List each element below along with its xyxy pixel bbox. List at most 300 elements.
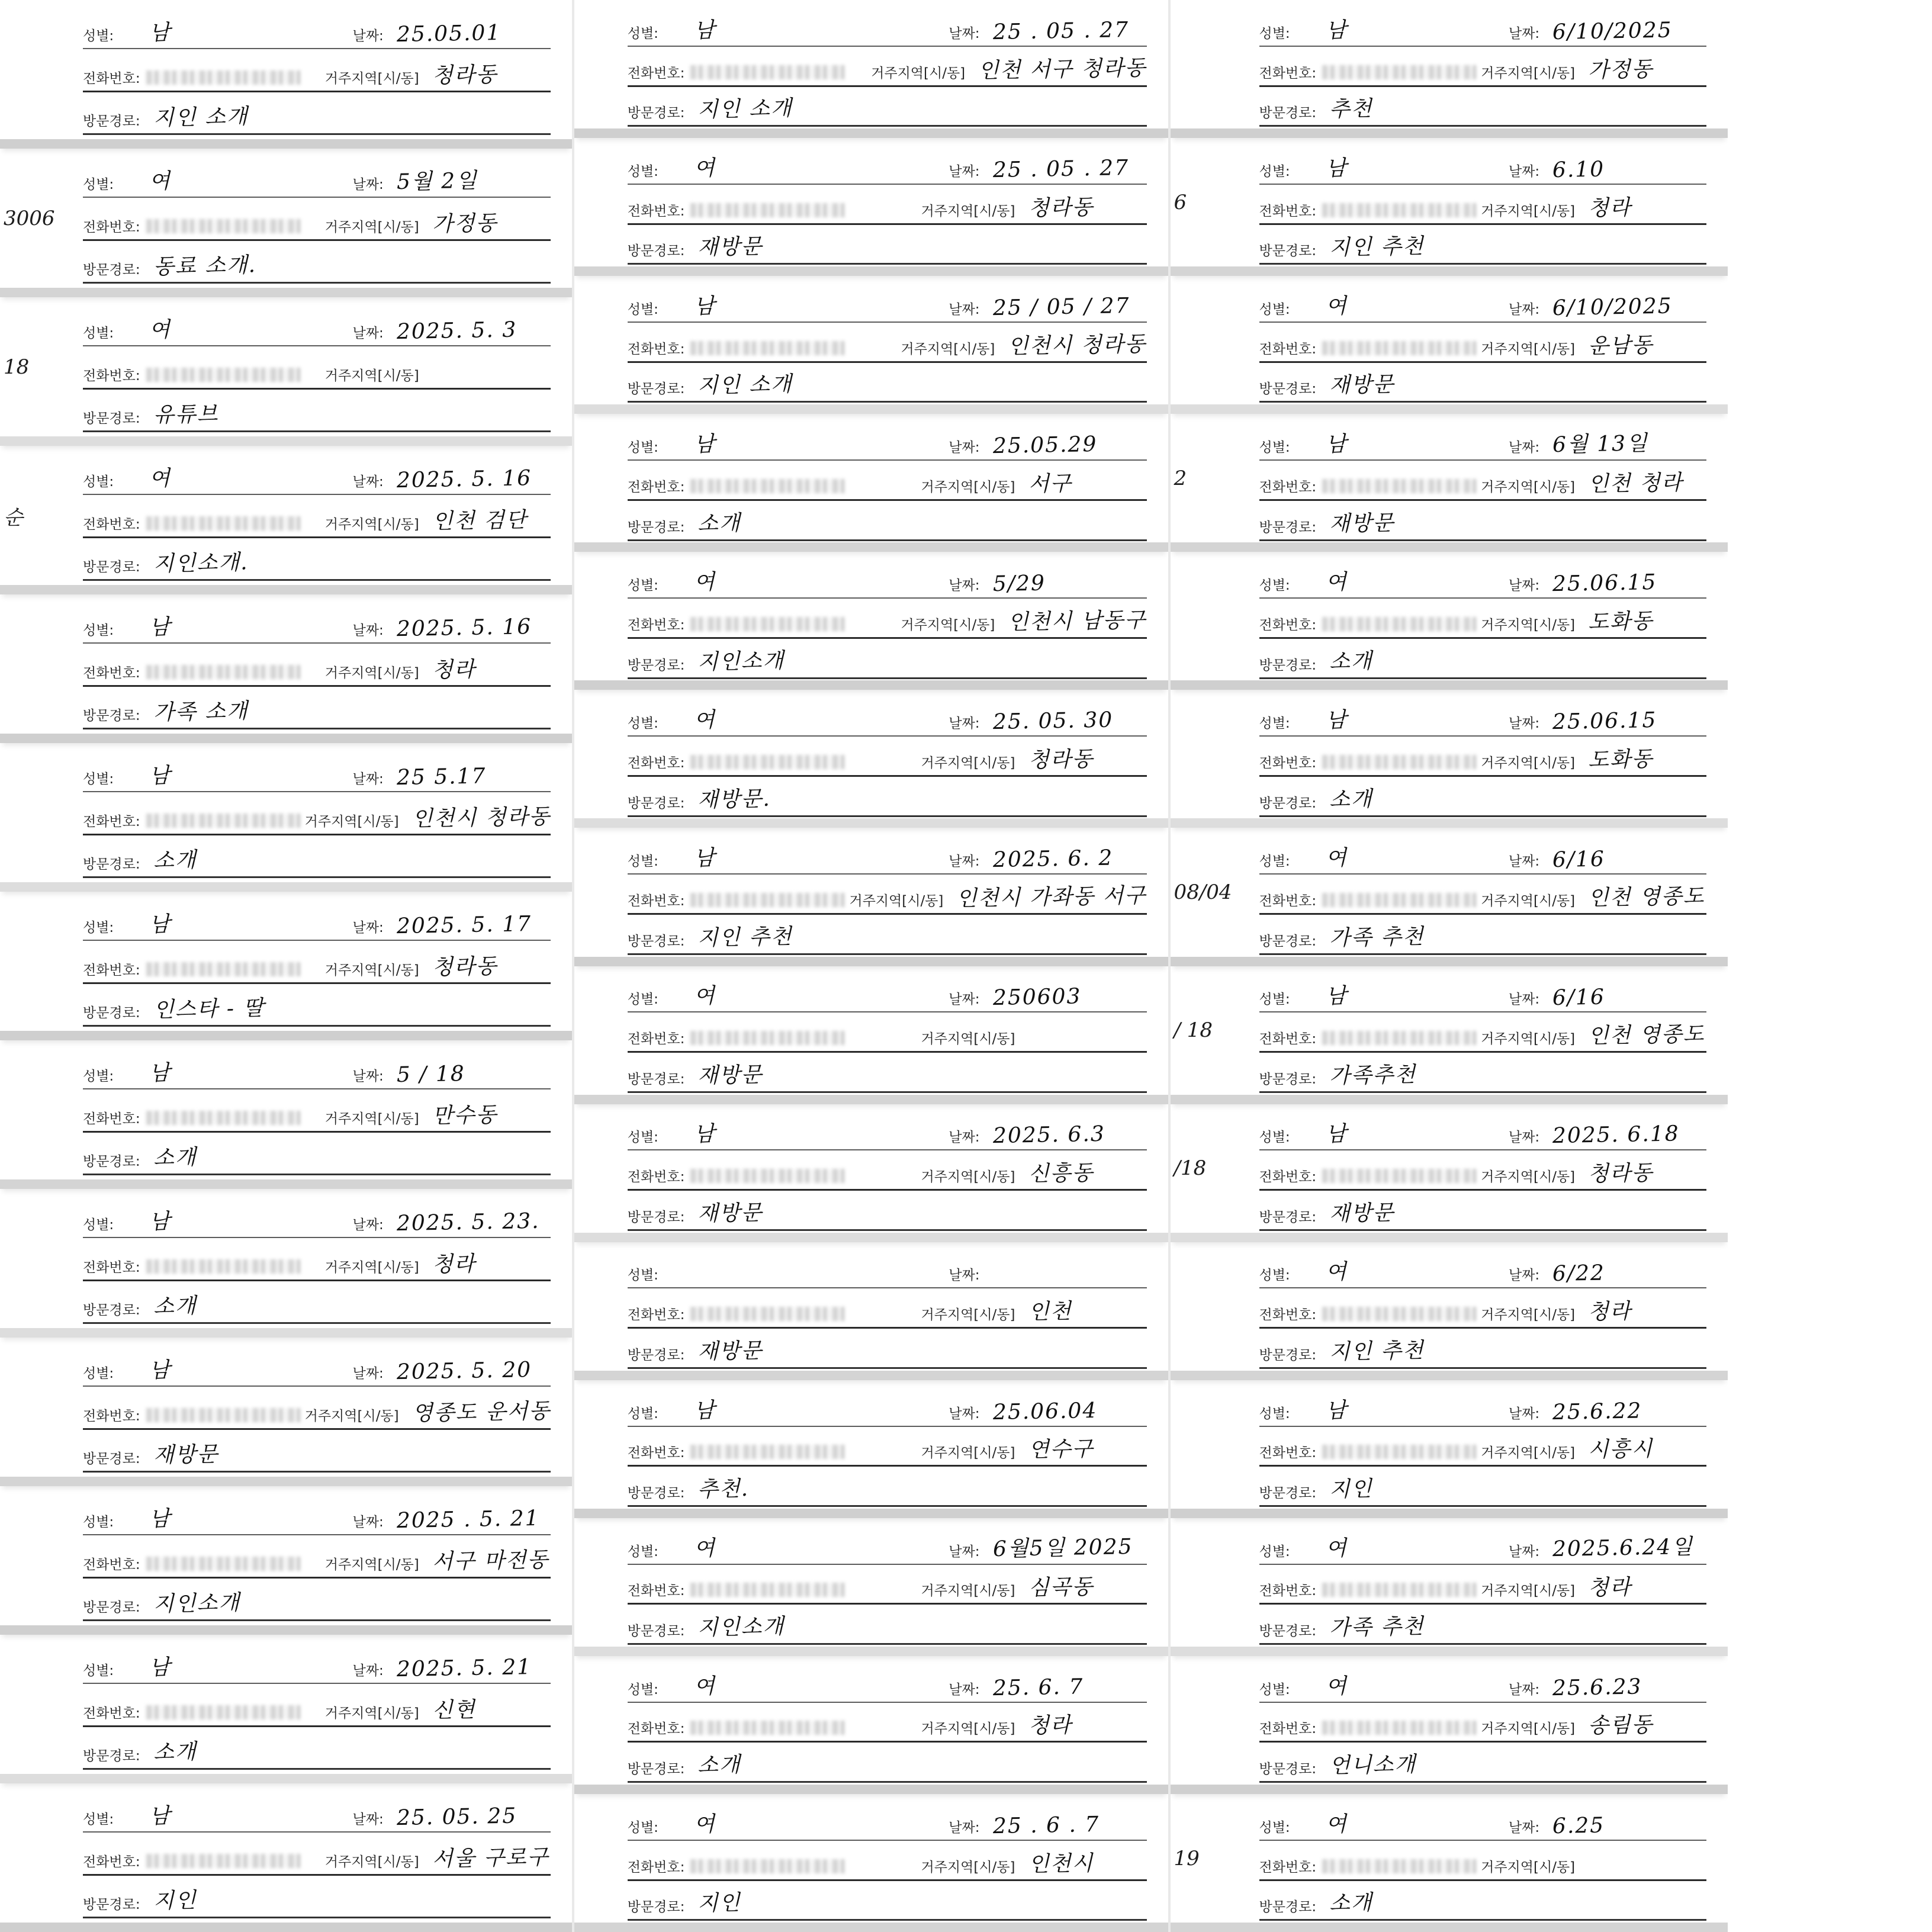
route-row (628, 917, 1147, 955)
visitor-entry-card (574, 828, 1168, 966)
phone-label: 전화번호: (1259, 1859, 1317, 1875)
region-field (921, 1156, 1146, 1189)
phone-label: 전화번호: (627, 755, 685, 771)
region-value: 도화동 (1587, 747, 1654, 773)
gender-value: 남 (693, 432, 716, 457)
redacted-phone-number (690, 1859, 844, 1873)
date-value: 2025. 5. 16 (396, 466, 532, 493)
region-value: 영종도 운서동 (412, 1399, 551, 1426)
route-label: 방문경로: (83, 1153, 140, 1169)
region-label: 거주지역[시/동] (1481, 1031, 1576, 1047)
visitor-log-column-3 (1168, 0, 1728, 1932)
date-value: 2025. 5. 23. (396, 1209, 540, 1236)
gender-value (658, 1284, 812, 1289)
gender-date-row (1259, 1251, 1707, 1288)
region-value: 인천시 청라동 (1008, 332, 1147, 359)
gender-value: 남 (149, 1804, 172, 1829)
region-value (1015, 1047, 1146, 1052)
region-value: 송림동 (1587, 1713, 1654, 1739)
gender-value: 남 (1325, 983, 1348, 1009)
phone-label: 전화번호: (1259, 893, 1317, 909)
region-value: 청라 (1587, 195, 1632, 221)
route-row (628, 1882, 1147, 1921)
region-label: 거주지역[시/동] (324, 1111, 419, 1127)
date-field (949, 1264, 1146, 1287)
gender-date-row (83, 1052, 551, 1089)
gender-value: 남 (149, 1209, 172, 1235)
date-field (353, 764, 551, 791)
gender-label: 성별: (627, 25, 658, 41)
route-value: 소개 (153, 1739, 197, 1765)
route-row (1259, 1468, 1707, 1507)
gender-label: 성별: (627, 1268, 658, 1284)
gender-label: 성별: (1259, 1544, 1290, 1560)
region-value: 인천시 가좌동 서구 (956, 883, 1147, 911)
phone-label: 전화번호: (627, 203, 685, 219)
date-label: 날짜: (1508, 1682, 1540, 1698)
region-value: 가정동 (1587, 57, 1654, 83)
region-field (921, 191, 1146, 223)
date-label: 날짜: (949, 992, 980, 1008)
phone-label: 전화번호: (1259, 203, 1317, 219)
route-label: 방문경로: (1259, 657, 1317, 673)
route-row (1259, 226, 1707, 265)
gender-label: 성별: (1259, 440, 1290, 455)
redacted-phone-number (146, 665, 300, 679)
route-value: 지인 소개 (697, 372, 793, 398)
phone-region-row (83, 797, 551, 835)
visitor-entry-card (1171, 690, 1728, 828)
redacted-phone-number (146, 516, 300, 531)
region-label: 거주지역[시/동] (324, 219, 419, 235)
date-value: 25. 05. 25 (396, 1804, 517, 1831)
region-field (1481, 1856, 1706, 1879)
date-label: 날짜: (949, 440, 980, 455)
date-value: 2025. 5. 21 (396, 1655, 532, 1682)
date-value: 25 . 05 . 27 (992, 155, 1129, 182)
gender-date-row (628, 1527, 1147, 1565)
gender-value: 남 (693, 1121, 716, 1147)
phone-region-row (1259, 187, 1707, 225)
phone-label: 전화번호: (627, 1583, 685, 1599)
gender-date-row (1259, 285, 1707, 323)
route-value: 재방문 (697, 1200, 764, 1226)
route-label: 방문경로: (83, 1302, 140, 1318)
phone-region-row (1259, 462, 1707, 501)
route-label: 방문경로: (627, 1071, 685, 1087)
phone-label: 전화번호: (1259, 479, 1317, 495)
route-value: 가족 추천 (1329, 924, 1425, 950)
phone-label: 전화번호: (1259, 755, 1317, 771)
region-label: 거주지역[시/동] (921, 1031, 1015, 1047)
date-value: 6/16 (1552, 985, 1606, 1011)
route-value: 지인 추천 (1329, 1338, 1425, 1365)
phone-label: 전화번호: (1259, 1445, 1317, 1461)
phone-label: 전화번호: (627, 1031, 685, 1047)
route-row (83, 1137, 551, 1175)
visitor-entry-card (574, 1242, 1168, 1380)
date-label: 날짜: (949, 1130, 980, 1146)
route-value: 지인소개 (697, 648, 785, 674)
phone-region-row (628, 1014, 1147, 1053)
date-value: 25 . 05 . 27 (992, 17, 1129, 44)
gender-value: 남 (693, 18, 716, 43)
route-value: 가족추천 (1329, 1062, 1417, 1088)
date-value: 25.6.22 (1552, 1398, 1642, 1425)
phone-label: 전화번호: (83, 1854, 140, 1870)
region-label: 거주지역[시/동] (1481, 65, 1576, 81)
route-row (83, 988, 551, 1027)
gender-date-row (628, 1803, 1147, 1841)
gender-label: 성별: (1259, 1820, 1290, 1835)
date-value: 2025. 5. 16 (396, 615, 532, 642)
region-value (419, 384, 551, 389)
phone-region-row (628, 1566, 1147, 1605)
visitor-entry-card (1171, 276, 1728, 414)
region-label: 거주지역[시/동] (921, 1307, 1015, 1323)
phone-region-row (1259, 1152, 1707, 1191)
route-row (1259, 1192, 1707, 1231)
route-row (628, 1330, 1147, 1369)
gender-value: 남 (1325, 432, 1348, 457)
date-field (353, 1507, 551, 1534)
gender-label: 성별: (83, 326, 114, 342)
route-value: 재방문 (697, 1338, 764, 1364)
gender-date-row (83, 308, 551, 346)
date-value: 5월 2일 (396, 168, 478, 195)
visitor-log-column-2 (572, 0, 1168, 1932)
region-field (325, 1693, 551, 1725)
region-field (325, 1841, 551, 1874)
date-label: 날짜: (352, 623, 384, 639)
region-value: 청라 (1028, 1713, 1072, 1739)
date-value: 2025. 5. 3 (396, 317, 517, 345)
route-value: 소개 (1329, 1891, 1374, 1916)
region-field (1481, 1432, 1706, 1465)
route-label: 방문경로: (1259, 1899, 1317, 1915)
region-value: 인천 (1028, 1299, 1072, 1325)
route-row (83, 245, 551, 284)
route-value: 동료 소개. (153, 253, 256, 279)
margin-note: 18 (4, 355, 30, 379)
redacted-phone-number (146, 368, 300, 382)
gender-label: 성별: (1259, 1682, 1290, 1698)
phone-label: 전화번호: (83, 516, 140, 532)
region-value: 가정동 (432, 211, 498, 237)
redacted-phone-number (690, 617, 844, 631)
route-label: 방문경로: (627, 105, 685, 121)
region-value: 서구 마전동 (432, 1547, 549, 1574)
redacted-phone-number (1322, 479, 1476, 493)
phone-region-row (628, 462, 1147, 501)
date-label: 날짜: (1508, 1406, 1540, 1422)
visitor-entry-card (574, 552, 1168, 690)
region-field (1481, 1018, 1706, 1051)
gender-date-row (1259, 1389, 1707, 1427)
route-row (83, 542, 551, 581)
route-label: 방문경로: (627, 1624, 685, 1640)
date-field (353, 319, 551, 345)
phone-label: 전화번호: (83, 368, 140, 384)
date-label: 날짜: (949, 1544, 980, 1560)
date-label: 날짜: (949, 854, 980, 870)
visitor-entry-card (0, 892, 572, 1040)
route-label: 방문경로: (83, 856, 140, 872)
gender-value: 여 (1325, 1260, 1348, 1285)
date-field (1509, 295, 1706, 322)
region-value: 서울 구로구 (432, 1844, 549, 1872)
region-value (1575, 1876, 1706, 1880)
gender-label: 성별: (83, 920, 114, 936)
route-row (83, 394, 551, 432)
route-label: 방문경로: (627, 657, 685, 673)
region-field (325, 504, 551, 536)
phone-label: 전화번호: (1259, 65, 1317, 81)
date-label: 날짜: (1508, 301, 1540, 317)
gender-label: 성별: (627, 1406, 658, 1422)
redacted-phone-number (146, 814, 300, 828)
region-field (849, 880, 1146, 913)
route-row (83, 1285, 551, 1324)
date-field (353, 616, 551, 642)
redacted-phone-number (690, 341, 844, 355)
date-label: 날짜: (1508, 854, 1540, 870)
route-label: 방문경로: (83, 708, 140, 724)
region-label: 거주지역[시/동] (921, 203, 1015, 219)
region-field (1481, 742, 1706, 775)
phone-region-row (83, 1689, 551, 1727)
region-label: 거주지역[시/동] (921, 755, 1015, 771)
route-row (628, 1468, 1147, 1507)
visitor-entry-card (0, 1040, 572, 1189)
route-label: 방문경로: (1259, 1071, 1317, 1087)
date-field (353, 21, 551, 48)
date-value: 25.06.04 (992, 1398, 1098, 1425)
gender-date-row (1259, 837, 1707, 875)
date-field (949, 1399, 1146, 1426)
phone-region-row (628, 1704, 1147, 1743)
route-value: 인스타 - 딸 (153, 995, 265, 1023)
visitor-entry-card (574, 138, 1168, 276)
date-value: 25 / 05 / 27 (992, 293, 1130, 320)
date-label: 날짜: (352, 177, 384, 193)
visitor-entry-card (0, 1189, 572, 1338)
phone-label: 전화번호: (627, 617, 685, 633)
gender-label: 성별: (83, 1515, 114, 1531)
date-value: 25 . 6 . 7 (992, 1812, 1100, 1838)
region-label: 거주지역[시/동] (921, 1445, 1015, 1461)
gender-label: 성별: (627, 854, 658, 870)
region-field (325, 1544, 551, 1577)
route-row (1259, 1330, 1707, 1369)
date-value: 6.25 (1552, 1813, 1605, 1838)
route-value: 소개 (697, 510, 742, 536)
gender-label: 성별: (83, 474, 114, 490)
visitor-entry-card (1171, 138, 1728, 276)
gender-date-row (628, 9, 1147, 47)
route-label: 방문경로: (1259, 1209, 1317, 1225)
gender-date-row (1259, 699, 1707, 737)
phone-region-row (628, 1843, 1147, 1881)
region-field (921, 467, 1146, 499)
region-label: 거주지역[시/동] (304, 1408, 399, 1424)
gender-value: 남 (149, 615, 172, 640)
gender-label: 성별: (83, 1812, 114, 1828)
route-row (83, 1731, 551, 1770)
date-label: 날짜: (352, 1515, 384, 1531)
redacted-phone-number (146, 1557, 300, 1571)
route-row (1259, 917, 1707, 955)
visitor-entry-card (0, 1635, 572, 1783)
date-label: 날짜: (949, 163, 980, 179)
date-field (949, 1675, 1146, 1702)
region-label: 거주지역[시/동] (1481, 1169, 1576, 1185)
route-label: 방문경로: (83, 1451, 140, 1467)
date-field (949, 985, 1146, 1011)
redacted-phone-number (1322, 1583, 1476, 1597)
date-value: 25.6.23 (1552, 1674, 1642, 1700)
phone-label: 전화번호: (627, 65, 685, 81)
region-field (325, 950, 551, 982)
region-field (921, 1294, 1146, 1327)
route-row (1259, 1055, 1707, 1093)
date-field (949, 433, 1146, 459)
gender-date-row (628, 423, 1147, 461)
visitor-entry-card (0, 1486, 572, 1635)
gender-label: 성별: (627, 716, 658, 732)
date-label: 날짜: (352, 1069, 384, 1085)
date-field (353, 164, 551, 197)
gender-value: 남 (149, 912, 172, 937)
region-field (325, 1098, 551, 1131)
gender-value: 남 (1325, 1398, 1348, 1423)
redacted-phone-number (690, 1721, 844, 1735)
gender-date-row (83, 1200, 551, 1238)
gender-date-row (1259, 975, 1707, 1012)
gender-label: 성별: (627, 301, 658, 317)
phone-label: 전화번호: (83, 1259, 140, 1275)
route-label: 방문경로: (83, 410, 140, 426)
route-row (1259, 1882, 1707, 1921)
gender-label: 성별: (627, 992, 658, 1008)
visitor-entry-card (0, 1783, 572, 1932)
region-value: 청라동 (1587, 1161, 1654, 1187)
date-field (353, 913, 551, 940)
region-field (1481, 1294, 1706, 1327)
redacted-phone-number (690, 1583, 844, 1597)
phone-label: 전화번호: (1259, 1307, 1317, 1323)
visitor-entry-card (0, 0, 572, 149)
date-field (1509, 847, 1706, 873)
date-field (353, 1805, 551, 1831)
route-label: 방문경로: (627, 1761, 685, 1777)
gender-date-row (628, 147, 1147, 185)
margin-note: / 18 (1174, 1018, 1213, 1043)
route-label: 방문경로: (627, 1348, 685, 1363)
region-value: 만수동 (432, 1102, 498, 1129)
phone-label: 전화번호: (627, 1721, 685, 1737)
route-row (83, 691, 551, 729)
region-value: 청라동 (432, 62, 498, 88)
gender-label: 성별: (83, 771, 114, 787)
phone-region-row (628, 1290, 1147, 1329)
gender-date-row (628, 285, 1147, 323)
route-label: 방문경로: (1259, 933, 1317, 949)
date-value: 6월5일 2025 (992, 1534, 1133, 1561)
region-label: 거주지역[시/동] (324, 1705, 419, 1721)
gender-date-row (1259, 9, 1707, 47)
route-value: 가족 추천 (1329, 1614, 1425, 1641)
redacted-phone-number (690, 755, 844, 769)
phone-label: 전화번호: (1259, 1721, 1317, 1737)
region-field (305, 801, 551, 834)
route-value: 지인 (1329, 1477, 1374, 1502)
route-value: 소개 (153, 847, 197, 873)
region-field (921, 1708, 1146, 1741)
route-value: 재방문 (697, 234, 764, 261)
phone-label: 전화번호: (83, 1705, 140, 1721)
gender-label: 성별: (83, 177, 114, 193)
route-row (1259, 364, 1707, 403)
date-value: 25.06.15 (1552, 708, 1657, 735)
date-label: 날짜: (1508, 1268, 1540, 1284)
route-row (83, 840, 551, 878)
date-field (949, 1531, 1146, 1564)
date-field (1509, 571, 1706, 597)
date-value: 25.05.01 (396, 21, 502, 47)
gender-date-row (83, 754, 551, 792)
region-label: 거주지역[시/동] (901, 341, 995, 357)
phone-label: 전화번호: (1259, 341, 1317, 357)
phone-region-row (83, 1391, 551, 1430)
region-field (325, 652, 551, 685)
redacted-phone-number (146, 962, 300, 976)
gender-date-row (83, 457, 551, 495)
visitor-entry-card (1171, 552, 1728, 690)
region-label: 거주지역[시/동] (1481, 755, 1576, 771)
redacted-phone-number (1322, 755, 1476, 769)
region-label: 거주지역[시/동] (871, 65, 966, 81)
region-field (1481, 191, 1706, 223)
gender-date-row (1259, 423, 1707, 461)
phone-label: 전화번호: (627, 1307, 685, 1323)
date-label: 날짜: (352, 1217, 384, 1233)
visitor-entry-card (574, 1656, 1168, 1794)
phone-region-row (83, 351, 551, 390)
visitor-entry-card (0, 446, 572, 594)
region-value: 청라 (432, 657, 476, 683)
redacted-phone-number (1322, 1721, 1476, 1735)
date-label: 날짜: (352, 28, 384, 44)
region-label: 거주지역[시/동] (324, 665, 419, 681)
route-value: 언니소개 (1329, 1752, 1417, 1779)
visitor-entry-card (1171, 966, 1728, 1104)
region-field (921, 1570, 1146, 1603)
date-value: 6월 13일 (1552, 431, 1649, 458)
region-field (1481, 1156, 1706, 1189)
gender-date-row (1259, 1113, 1707, 1150)
region-field (921, 1028, 1146, 1051)
gender-date-row (1259, 1665, 1707, 1703)
gender-date-row (1259, 561, 1707, 599)
phone-region-row (1259, 1843, 1707, 1881)
region-label: 거주지역[시/동] (324, 516, 419, 532)
region-field (325, 1247, 551, 1280)
region-field (1481, 1708, 1706, 1741)
region-field (1481, 467, 1706, 499)
visitor-entry-card (1171, 1242, 1728, 1380)
redacted-phone-number (690, 1031, 844, 1045)
